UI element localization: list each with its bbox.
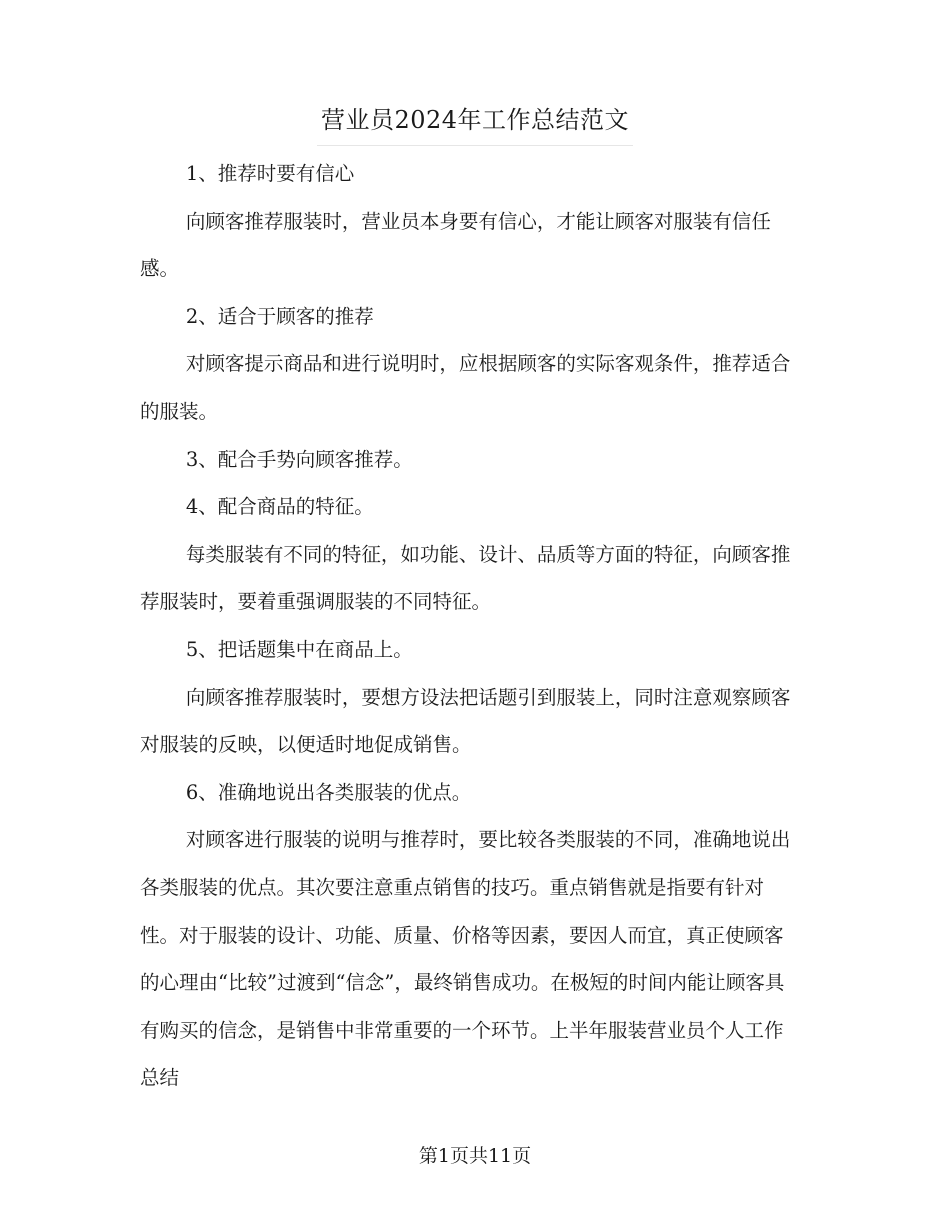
paragraph: 向顾客推荐服装时，要想方设法把话题引到服装上，同时注意观察顾客对服装的反映，以便适时地促成销售。 <box>140 685 791 757</box>
paragraph: 每类服装有不同的特征，如功能、设计、品质等方面的特征，向顾客推荐服装时，要着重强调服装的不同特征。 <box>140 542 791 614</box>
paragraph: 对顾客进行服装的说明与推荐时，要比较各类服装的不同，准确地说出各类服装的优点。其次要注意重点销售的技巧。重点销售就是指要有针对性。对于服装的设计、功能、质量、价格等因素，要因人而宜，真正使顾客的心理由“比较”过渡到“信念”，最终销售成功。在极短的时间内能让顾客具有购买的信念，是销售中非常重要的一个环节。上半年服装营业员个人工作总结 <box>140 828 791 1090</box>
paragraph: 对顾客提示商品和进行说明时，应根据顾客的实际客观条件，推荐适合的服装。 <box>140 352 791 423</box>
heading-2: 2、适合于顾客的推荐 <box>185 304 374 328</box>
page-title: 营业员2024年工作总结范文 <box>317 97 633 146</box>
document-body <box>140 150 800 1102</box>
page-footer: 第1页共11页 <box>418 1145 532 1167</box>
heading-3: 3、配合手势向顾客推荐。 <box>185 447 413 471</box>
heading-4: 4、配合商品的特征。 <box>185 495 374 519</box>
heading-5: 5、把话题集中在商品上。 <box>185 637 413 661</box>
paragraph: 向顾客推荐服装时，营业员本身要有信心，才能让顾客对服装有信任感。 <box>140 209 771 281</box>
heading-6: 6、准确地说出各类服装的优点。 <box>185 780 472 804</box>
title-container <box>0 97 950 146</box>
heading-1: 1、推荐时要有信心 <box>185 162 355 185</box>
